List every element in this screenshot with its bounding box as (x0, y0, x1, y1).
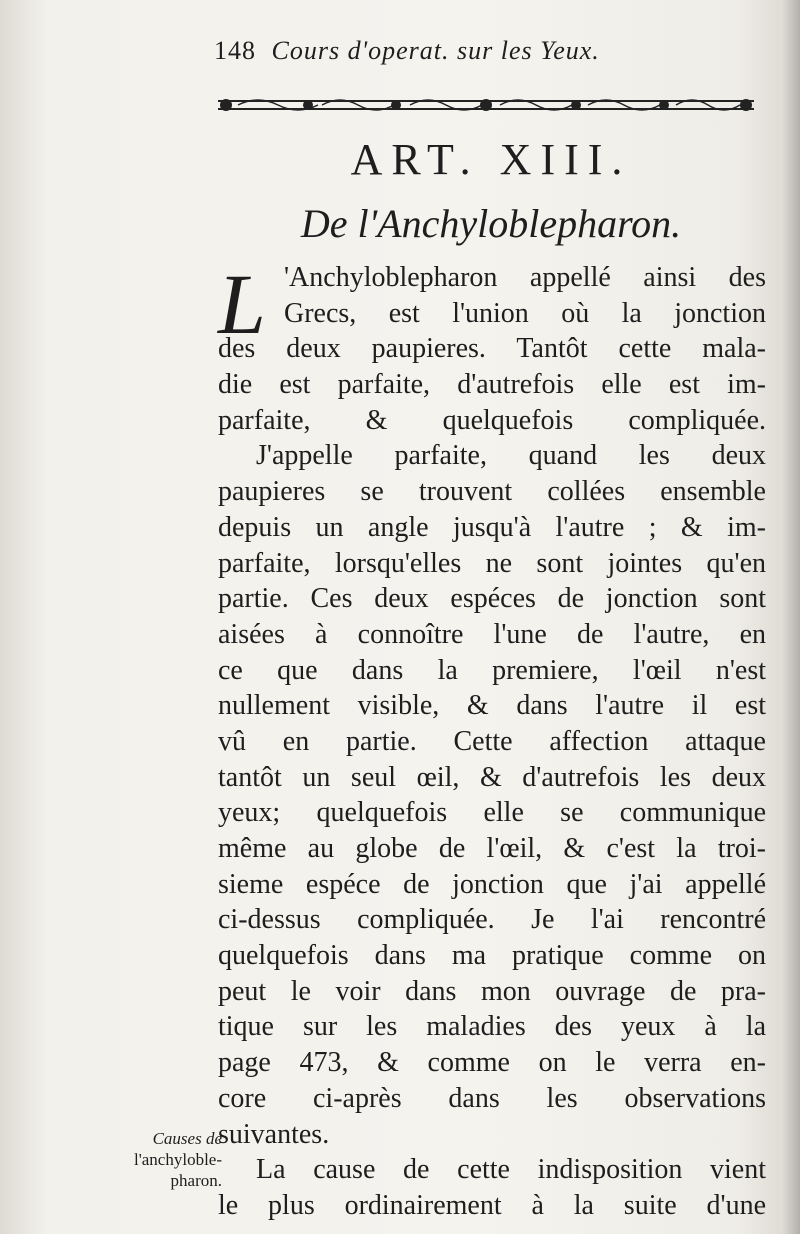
text-line: parfaite, lorsqu'elles ne sont jointes qu'en (218, 547, 766, 579)
text-line: quelquefois dans ma pratique comme on (218, 940, 766, 972)
text-line: die est parfaite, d'autrefois elle est im- (218, 369, 766, 401)
text-line: vû en partie. Cette affection attaque (218, 725, 766, 757)
text-line: le plus ordinairement à la suite d'une (218, 1189, 766, 1221)
margin-note-line: l'anchyloble- (133, 1150, 222, 1169)
text-line: J'appelle parfaite, quand les deux (256, 440, 766, 472)
body-text (218, 256, 766, 1224)
text-line: sieme espéce de jonction que j'ai appellé (218, 868, 766, 900)
text-line: suivantes. (218, 1118, 330, 1150)
text-line: aisées à connoître l'une de l'autre, en (218, 618, 766, 650)
page-number: 148 (214, 36, 256, 65)
text-line: parfaite, & quelquefois compliquée. (218, 404, 766, 436)
running-head (214, 36, 774, 76)
text-line: même au globe de l'œil, & c'est la troi- (218, 833, 766, 864)
text-line: 'Anchyloblepharon appellé ainsi des (284, 262, 766, 293)
text-line: peut le voir dans mon ouvrage de pra- (218, 975, 766, 1007)
article-heading: ART. XIII. (350, 135, 632, 184)
margin-note (96, 1128, 222, 1191)
text-line: des deux paupieres. Tantôt cette mala- (218, 333, 766, 365)
text-line: depuis un angle jusqu'à l'autre ; & im- (218, 511, 766, 543)
text-line: ce que dans la premiere, l'œil n'est (218, 654, 766, 686)
article-subtitle: De l'Anchyloblepharon. (300, 201, 682, 246)
text-line: nullement visible, & dans l'autre il est (218, 690, 766, 722)
margin-note-line: pharon. (170, 1171, 222, 1190)
text-line: tique sur les maladies des yeux à la (218, 1011, 766, 1043)
text-line: partie. Ces deux espéces de jonction sont (218, 583, 766, 615)
drop-cap: L (218, 256, 266, 352)
page-edge-shadow (782, 0, 800, 1234)
text-line: Grecs, est l'union où la jonction (284, 297, 766, 329)
text-line: La cause de cette indisposition vient (256, 1154, 766, 1186)
text-line: yeux; quelquefois elle se communique (218, 797, 766, 829)
text-line: page 473, & comme on le verra en- (218, 1047, 766, 1079)
text-line: core ci-après dans les observations (218, 1082, 766, 1114)
ornamental-rule (218, 92, 754, 118)
running-title: Cours d'operat. sur les Yeux. (271, 36, 600, 65)
margin-note-line: Causes de (152, 1129, 222, 1148)
text-line: ci-dessus compliquée. Je l'ai rencontré (218, 904, 766, 936)
text-line: paupieres se trouvent collées ensemble (218, 476, 766, 508)
text-line: tantôt un seul œil, & d'autrefois les deux (218, 761, 766, 793)
